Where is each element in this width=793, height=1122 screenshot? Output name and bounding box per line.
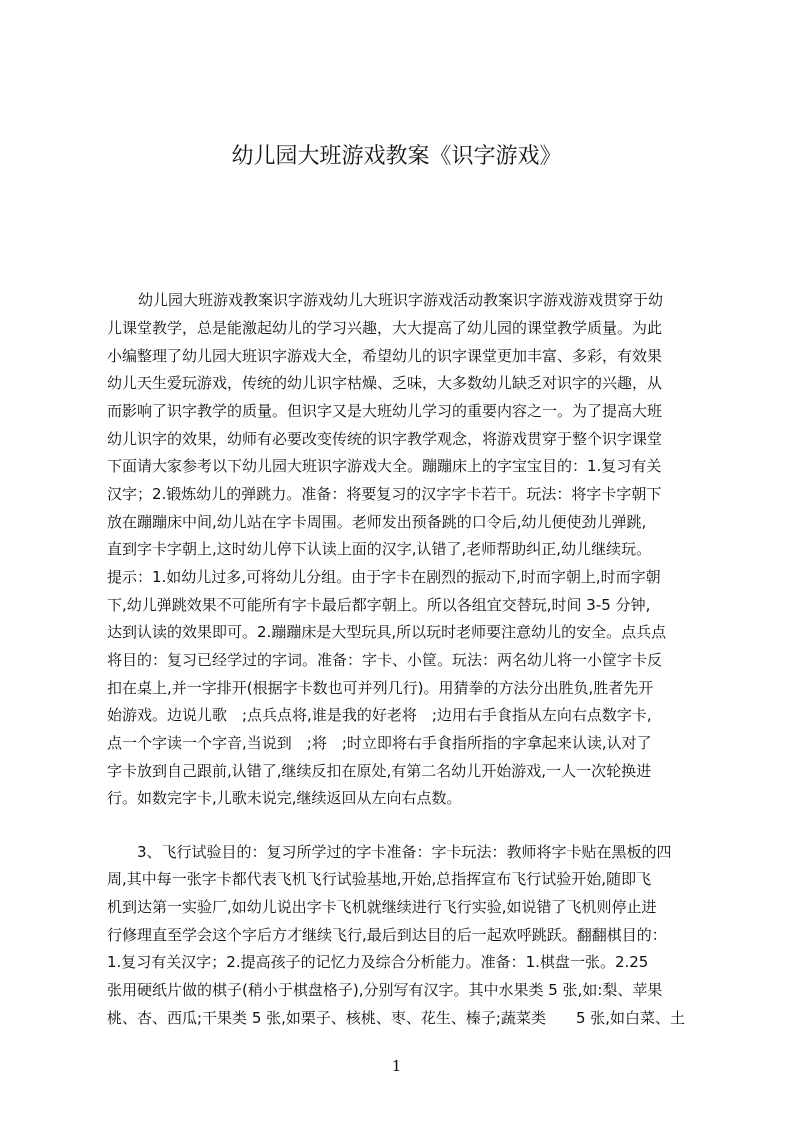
text-line: 张用硬纸片做的棋子(稍小于棋盘格子),分别写有汉字。其中水果类 5 张,如:梨、苹果 <box>107 981 663 999</box>
text-line: 幼儿园大班游戏教案识字游戏幼儿大班识字游戏活动教案识字游戏游戏贯穿于幼 <box>138 291 664 309</box>
text-line: 达到认读的效果即可。2.蹦蹦床是大型玩具,所以玩时老师要注意幼儿的安全。点兵点 <box>107 623 667 641</box>
text-line: 始游戏。边说儿歌 ;点兵点将,谁是我的好老将 ;边用右手食指从左向右点数字卡, <box>107 706 652 724</box>
text-line: 放在蹦蹦床中间,幼儿站在字卡周围。老师发出预备跳的口令后,幼儿便使劲儿弹跳, <box>107 513 647 531</box>
text-line: 扣在桌上,并一字排开(根据字卡数也可并列几行)。用猜拳的方法分出胜负,胜者先开 <box>107 679 654 697</box>
text-line: 幼儿天生爱玩游戏，传统的幼儿识字枯燥、乏味，大多数幼儿缺乏对识字的兴趣，从 <box>107 374 663 392</box>
text-line: 直到字卡字朝上,这时幼儿停下认读上面的汉字,认错了,老师帮助纠正,幼儿继续玩。 <box>107 540 652 558</box>
text-line: 汉字；2.锻炼幼儿的弹跳力。准备：将要复习的汉字字卡若干。玩法：将字卡字朝下 <box>107 485 662 503</box>
text-line: 而影响了识字教学的质量。但识字又是大班幼儿学习的重要内容之一。为了提高大班 <box>107 402 663 420</box>
text-line: 提示：1.如幼儿过多,可将幼儿分组。由于字卡在剧烈的振动下,时而字朝上,时而字朝 <box>107 568 661 586</box>
text-line: 下面请大家参考以下幼儿园大班识字游戏大全。蹦蹦床上的字宝宝目的：1.复习有关 <box>107 457 662 475</box>
text-line: 小编整理了幼儿园大班识字游戏大全，希望幼儿的识字课堂更加丰富、多彩，有效果 <box>107 347 663 365</box>
page-title: 幼儿园大班游戏教案《识字游戏》 <box>231 144 562 169</box>
text-line: 机到达第一实验厂,如幼儿说出字卡飞机就继续进行飞行实验,如说错了飞机则停止进 <box>107 898 657 916</box>
text-line: 行。如数完字卡,儿歌未说完,继续返回从左向右点数。 <box>107 789 462 807</box>
text-line: 将目的：复习已经学过的字词。准备：字卡、小筐。玩法：两名幼儿将一小筐字卡反 <box>107 651 663 669</box>
text-line: 幼儿识字的效果，幼师有必要改变传统的识字教学观念，将游戏贯穿于整个识字课堂 <box>107 430 663 448</box>
text-line: 1.复习有关汉字；2.提高孩子的记忆力及综合分析能力。准备：1.棋盘一张。2.25 <box>107 953 649 971</box>
text-line: 字卡放到自己跟前,认错了,继续反扣在原处,有第二名幼儿开始游戏,一人一次轮换进 <box>107 762 652 780</box>
text-line: 3、飞行试验目的：复习所学过的字卡准备：字卡玩法：教师将字卡贴在黑板的四 <box>107 843 672 861</box>
text-line: 儿课堂教学，总是能激起幼儿的学习兴趣，大大提高了幼儿园的课堂教学质量。为此 <box>107 319 663 337</box>
text-line: 桃、杏、西瓜;干果类 5 张,如栗子、核桃、枣、花生、榛子;蔬菜类 5 张,如白菜、土 <box>107 1009 686 1027</box>
text-line: 下,幼儿弹跳效果不可能所有字卡最后都字朝上。所以各组宜交替玩,时间 3-5 分钟, <box>107 596 651 614</box>
text-line: 点一个字读一个字音,当说到 ;将 ;时立即将右手食指所指的字拿起来认读,认对了 <box>107 734 652 752</box>
text-line: 周,其中每一张字卡都代表飞机飞行试验基地,开始,总指挥宣布飞行试验开始,随即飞 <box>107 870 652 888</box>
text-line: 行修理直至学会这个字后方才继续飞行,最后到达目的后一起欢呼跳跃。翻翻棋目的： <box>107 926 667 944</box>
page-number: 1 <box>391 1057 402 1075</box>
